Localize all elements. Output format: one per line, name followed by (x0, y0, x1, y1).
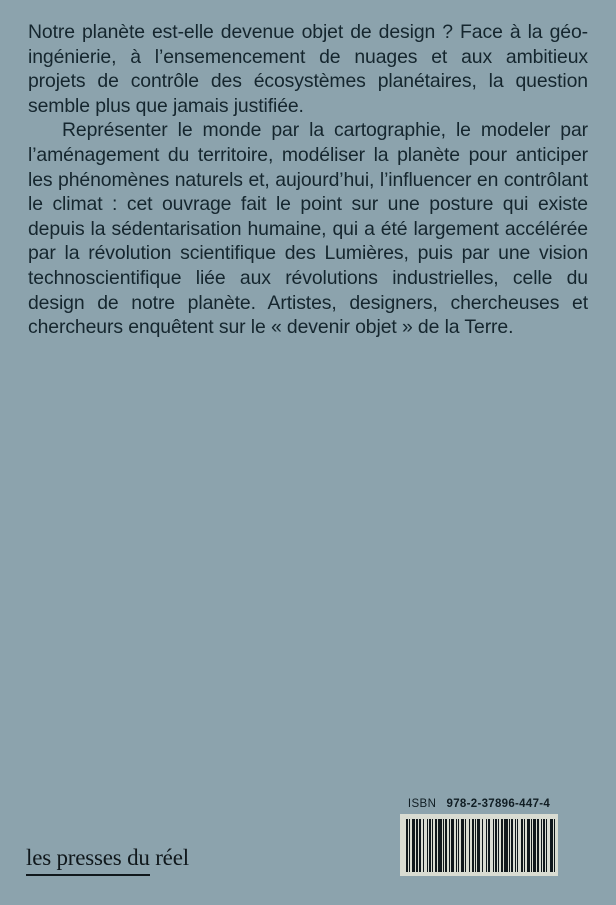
isbn-number: 978-2-37896-447-4 (446, 798, 551, 810)
blurb-text (28, 20, 588, 340)
publisher-logo-block (26, 845, 286, 879)
isbn-line (400, 798, 558, 810)
publisher-underline (26, 874, 150, 876)
blurb-paragraph-2: Représenter le monde par la cartographie, le modeler par l’aménagement du territoire, modéliser la planète pour anticiper les phénomènes naturels et, aujourd’hui, l’influencer en contrôlant le climat : cet ouvrage fait le point sur une posture qui existe depuis la sédentarisation humaine, qui a été largement accélérée par la révolution scientifique des Lumières, puis par une vision technoscientifique liée aux révolutions industrielles, celle du design de notre planète. Artistes, designers, chercheuses et chercheurs enquêtent sur le « devenir objet » de la Terre. (28, 119, 588, 339)
ean13-barcode (400, 814, 558, 876)
blurb-paragraph-1: Notre planète est-elle devenue objet de design ? Face à la géo-ingénierie, à l’ensemencement de nuages et aux ambitieux projets de contrôle des écosystèmes planétaires, la question semble plus que jamais justifiée. (28, 21, 588, 117)
barcode-bars (406, 819, 552, 872)
isbn-block (400, 798, 558, 876)
publisher-name: les presses du réel (26, 845, 189, 870)
isbn-label: ISBN (407, 798, 437, 810)
